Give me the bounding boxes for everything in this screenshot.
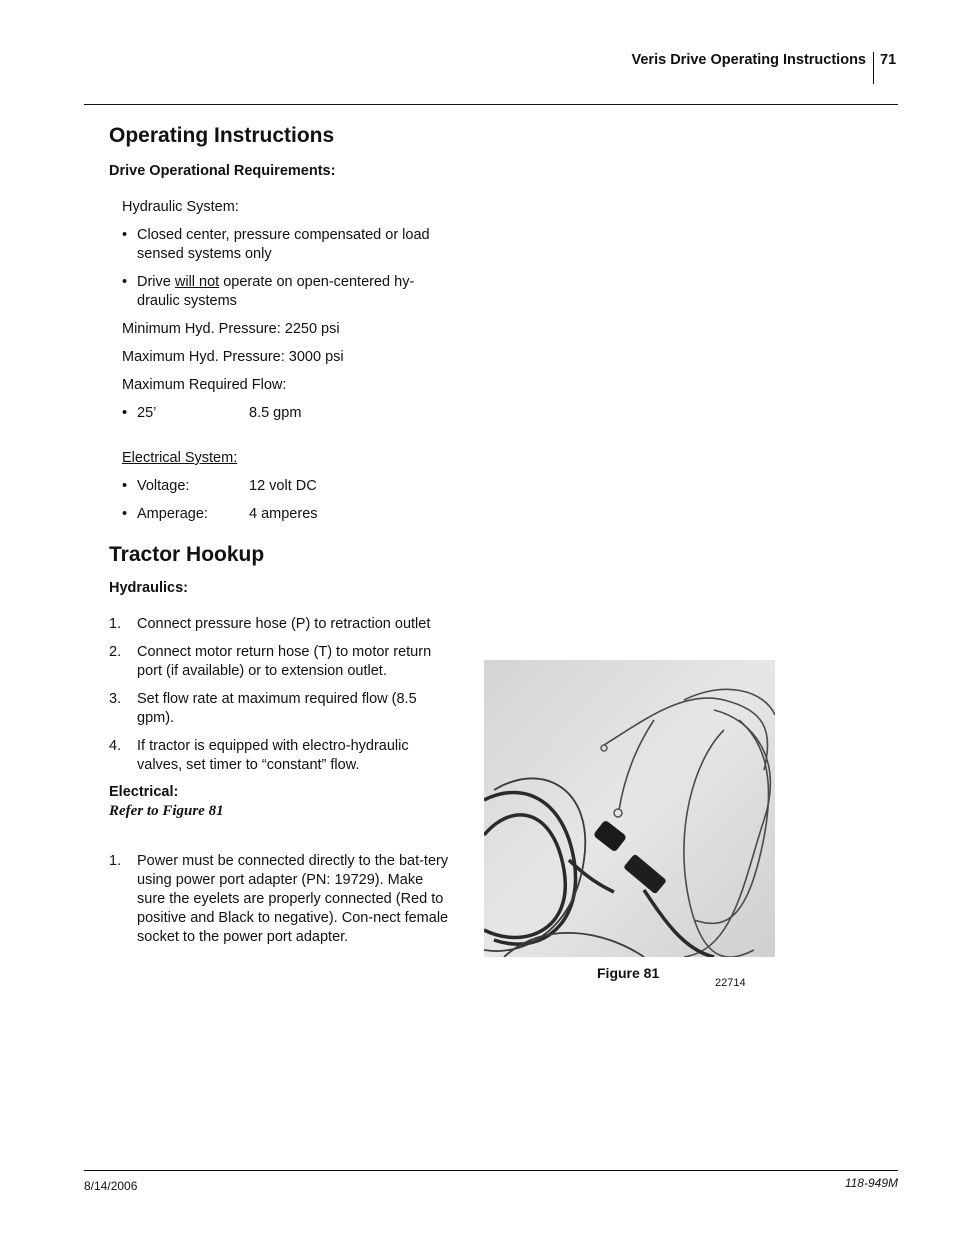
voltage-value: 12 volt DC <box>249 478 317 494</box>
voltage-label: Voltage: <box>137 478 190 494</box>
main-column <box>109 120 454 947</box>
max-pressure: Maximum Hyd. Pressure: 3000 psi <box>122 349 344 365</box>
hydraulic-system-label: Hydraulic System: <box>122 199 239 215</box>
flow-bullet <box>109 404 454 423</box>
figure-caption: Figure 81 <box>597 965 660 981</box>
page-number: 71 <box>880 52 897 68</box>
voltage-bullet <box>109 477 454 496</box>
running-header-title: Veris Drive Operating Instructions <box>631 52 866 68</box>
hyd-step-3: 3. Set flow rate at maximum required flow (8.5 gpm). <box>109 691 417 726</box>
hyd-step-4: 4. If tractor is equipped with electro-hydraulic valves, set timer to “constant” flow. <box>109 738 409 773</box>
min-pressure: Minimum Hyd. Pressure: 2250 psi <box>122 321 340 337</box>
hyd-bullet-2 <box>109 273 454 311</box>
hyd-bullet-1: • Closed center, pressure compensated or load sensed systems only <box>109 226 454 264</box>
subheading-electrical: Electrical: <box>109 784 179 800</box>
section-heading-tractor: Tractor Hookup <box>109 543 265 566</box>
elec-step-1: 1. Power must be connected directly to the bat-tery using power port adapter (PN: 19729). Make sure the eyelets are properly connected (Red to positive and Black to negative). Con-nect female socket to the power port adapter. <box>109 853 449 945</box>
header-rule <box>84 104 898 105</box>
drive-prefix: Drive <box>137 274 175 290</box>
max-flow-label: Maximum Required Flow: <box>122 377 287 393</box>
footer-date: 8/14/2006 <box>84 1179 138 1193</box>
flow-value: 8.5 gpm <box>249 405 302 421</box>
hyd-step-1: 1. Connect pressure hose (P) to retraction outlet <box>109 616 431 632</box>
amperage-label: Amperage: <box>137 506 208 522</box>
subheading-requirements: Drive Operational Requirements: <box>109 163 336 179</box>
amperage-value: 4 amperes <box>249 506 318 522</box>
section-heading-operating: Operating Instructions <box>109 124 335 147</box>
flow-size: 25’ <box>137 405 157 421</box>
amperage-bullet <box>109 505 454 524</box>
header-separator <box>873 52 874 84</box>
figure-photo-cables <box>484 660 775 957</box>
figure-code: 22714 <box>715 977 746 989</box>
hyd-step-2: 2. Connect motor return hose (T) to motor return port (if available) or to extension outlet. <box>109 644 432 679</box>
footer-doc-number: 118-949M <box>844 1176 898 1190</box>
figure-reference: Refer to Figure 81 <box>109 803 224 819</box>
electrical-system-label: Electrical System: <box>122 450 238 466</box>
subheading-hydraulics: Hydraulics: <box>109 580 188 596</box>
will-not-emphasis: will not <box>174 274 220 290</box>
hyd-bullet-2-text: operate on open-centered hy-draulic systems <box>137 274 415 309</box>
footer-rule <box>84 1170 898 1171</box>
